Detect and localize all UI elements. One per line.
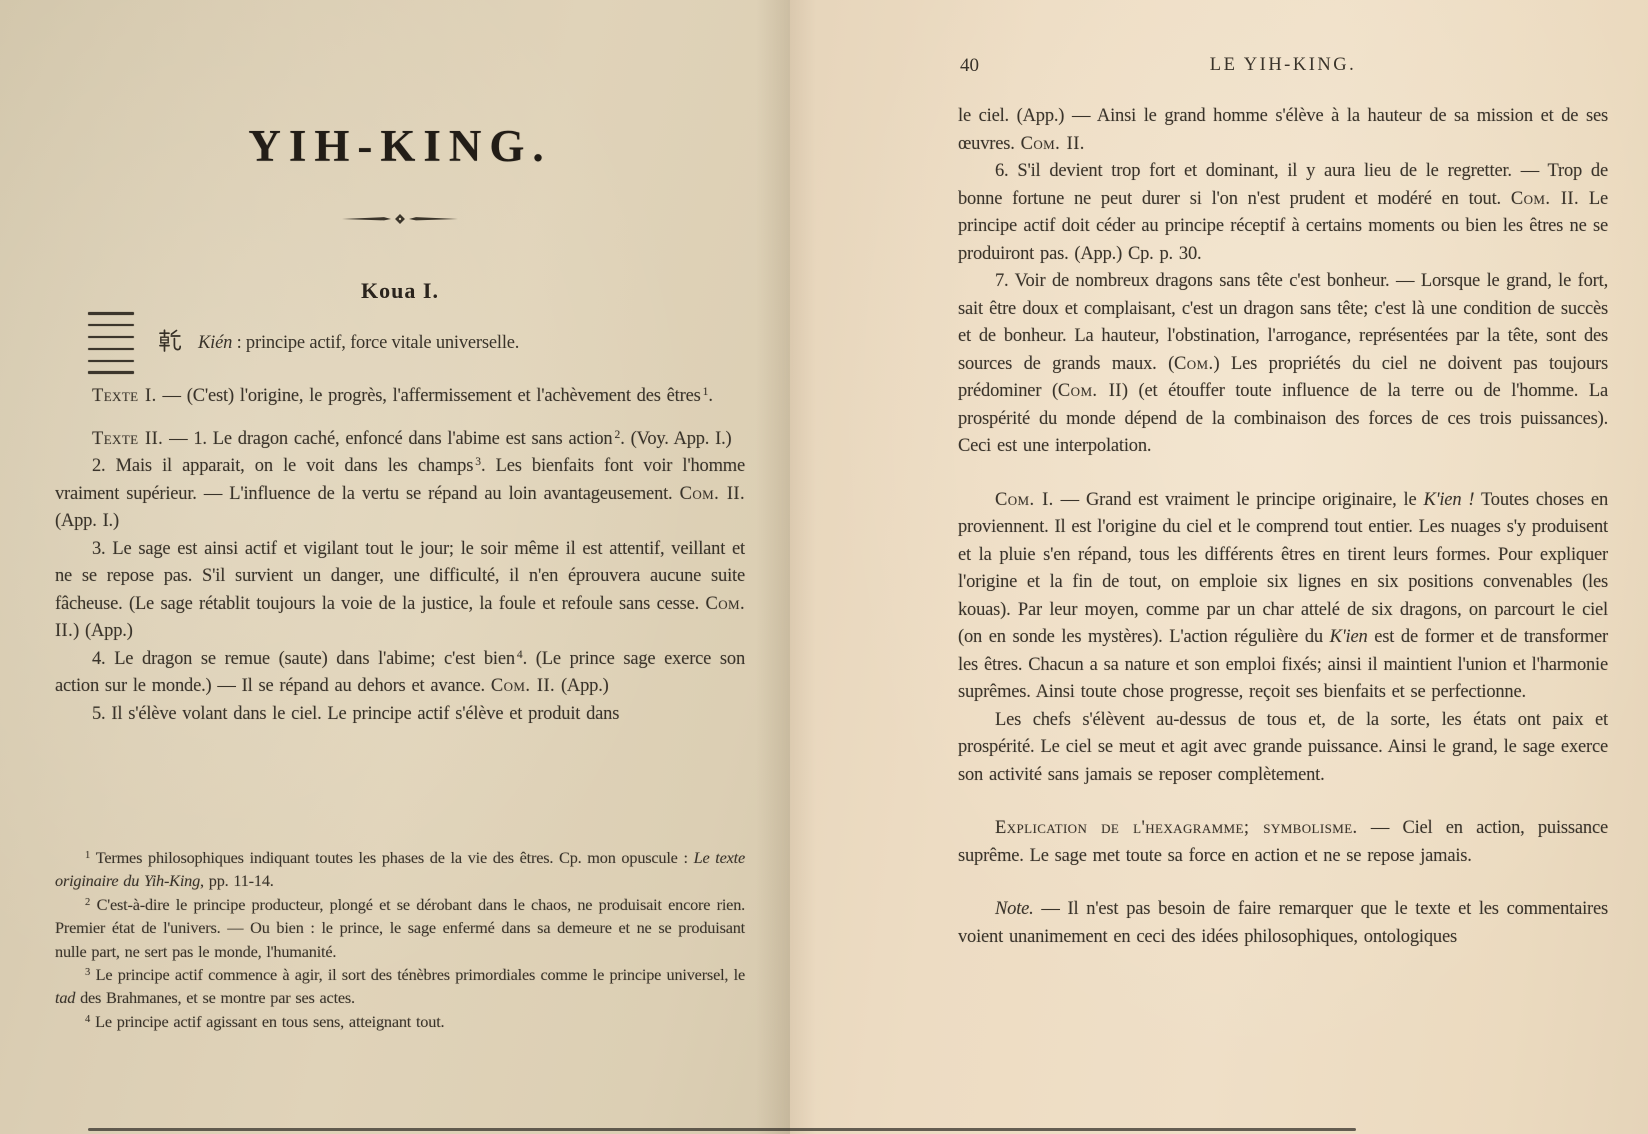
text-run: Note. [995, 899, 1034, 919]
text-run: Com. II. [55, 593, 745, 641]
footnote-ref: 4 [85, 1013, 91, 1025]
footnote-ref: 3 [85, 967, 91, 979]
text-run: Com. II. [1020, 133, 1085, 154]
text-run: 7. Voir de nombreux dragons sans tête c'est bonheur. — Lorsque le grand, le fort, sait être doux et complaisant, c'est un dragon sans tête; c'est là une condition de succès et de bonheur. La hauteur, l'obstination, l'arrogance, représentées par la tête, sont des sources de grands maux. ( [958, 271, 1608, 374]
paragraph [55, 1010, 745, 1033]
text-run: ) Les propriétés du ciel ne doivent pas toujours prédominer ( [958, 353, 1608, 401]
text-run: (App.) [555, 676, 609, 696]
paragraph [958, 707, 1608, 790]
text-run: 6. S'il devient trop fort et dominant, il y aura lieu de le regretter. — Trop de bonne fortune ne peut durer si l'on n'est prudent et modéré en tout. [958, 161, 1608, 209]
text-run: Toutes choses en proviennent. Il est l'origine du ciel et le comprend tout entier. Les nuages s'y produisent et la pluie s'en répand, tous les différents êtres en tirent leurs formes. Pour expliquer l'origine et la fin de tout, on emploie six lignes en six positions convenables (les kouas). Par leur moyen, comme par un char attelé de six dragons, on parcourt le ciel (on en sonde les mystères). L'action régulière du [958, 489, 1608, 647]
footnote-ref: 2 [85, 896, 91, 908]
footnote-ref: 3 [475, 456, 481, 468]
paragraph [55, 646, 745, 701]
hexagram-caption [198, 333, 519, 354]
hexagram-line [88, 324, 134, 327]
footnote-ref: 2 [614, 428, 621, 441]
hexagram-row [88, 312, 519, 374]
text-run: Com. II. [679, 483, 745, 504]
paragraph [55, 893, 745, 963]
text-run: — Ciel en action, puissance suprême. Le sage met toute sa force en action et ne se repose jamais. [958, 818, 1608, 866]
text-run: — (C'est) l'origine, le progrès, l'affermissement et l'achèvement des êtres [156, 386, 701, 406]
hexagram-line [88, 371, 134, 374]
text-run: Com. I. [995, 489, 1054, 510]
text-run: le ciel. (App.) — Ainsi le grand homme s'élève à la hauteur de sa mission et de ses œuvres. [958, 106, 1608, 154]
paragraph [55, 846, 745, 893]
paragraph [55, 453, 745, 536]
footnote-ref: 1 [85, 850, 91, 861]
running-title: LE YIH-KING. [1209, 55, 1357, 75]
text-run: Com. [1174, 353, 1214, 374]
right-page-body [958, 103, 1608, 951]
text-run: (App. I.) [55, 511, 119, 531]
text-run: 3. Le sage est ainsi actif et vigilant tout le jour; le soir même il est attentif, veillant et ne se repose pas. S'il survient un danger, une difficulté, il n'en éprouvera aucune suite fâcheuse. (Le sage rétablit toujours la voie de la justice, la foule et refoule sans cesse. [55, 538, 745, 614]
paragraph [55, 426, 745, 454]
text-run: K'ien [1329, 627, 1368, 647]
paragraph [55, 536, 745, 646]
paragraph [958, 815, 1608, 870]
text-run: Com. II [1057, 381, 1122, 401]
text-run: — Grand est vraiment le principe originaire, le [1053, 489, 1424, 510]
hexagram-line [88, 348, 134, 351]
paragraph [55, 963, 745, 1010]
paragraph [958, 487, 1608, 707]
paragraph [958, 158, 1608, 268]
footnote-ref: 4 [516, 648, 523, 661]
paragraph [958, 103, 1608, 158]
text-run: Termes philosophiques indiquant toutes les phases de la vie des êtres. Cp. mon opuscule : [90, 848, 694, 867]
scan-edge-shadow [88, 1128, 1356, 1131]
kien-character-icon [158, 329, 182, 358]
text-run: ) (et étouffer toute influence de la terre ou de l'homme. La prospérité du monde dépend de la combinaison des forces de ces trois puissances). Ceci est une interpolation. [958, 381, 1608, 456]
text-run: . Les bienfaits font voir l'homme vraiment supérieur. — L'influence de la vertu se répand au loin avantageusement. [55, 456, 745, 504]
text-run: 4. Le dragon se remue (saute) dans l'abime; c'est bien [92, 648, 515, 669]
left-page [0, 0, 790, 1134]
text-run: Le texte originaire du Yih-King [55, 848, 746, 891]
text-run: — 1. Le dragon caché, enfoncé dans l'abime est sans action [163, 428, 613, 449]
text-run: : principe actif, force vitale universelle. [232, 332, 520, 353]
left-page-body [55, 383, 745, 728]
page-number: 40 [960, 55, 979, 76]
ornamental-rule-icon [55, 212, 745, 230]
text-run: K'ien ! [1423, 489, 1475, 510]
text-run: tad [55, 988, 76, 1008]
hexagram-line [88, 312, 134, 315]
text-run: Le principe actif doit céder au principe réceptif à certains moments ou bien les êtres ne se produiront pas. (App.) Cp. p. 30. [958, 188, 1608, 264]
kien-hexagram-icon [88, 312, 134, 374]
text-run: . [708, 386, 713, 406]
footnote-ref: 1 [702, 386, 709, 398]
text-run: des Brahmanes, et se montre par ses actes. [75, 988, 355, 1008]
text-run: ) (App.) [73, 621, 133, 641]
text-run: Le principe actif commence à agir, il sort des ténèbres primordiales comme le principe universel, le [90, 965, 745, 985]
paragraph [958, 268, 1608, 461]
footnotes [55, 846, 745, 1033]
text-run: . (Le prince sage exerce son action sur le monde.) — Il se répand au dehors et avance. [55, 648, 745, 696]
text-run: Com. II. [490, 676, 556, 696]
text-run: 2. Mais il apparait, on le voit dans les champs [92, 456, 474, 476]
text-run: C'est-à-dire le principe producteur, plongé et se dérobant dans le chaos, ne produisait encore rien. Premier état de l'univers. — Ou bien : le prince, le sage enfermé dans sa demeure et ne se produisant nulle part, ne sert pas le monde, l'humanité. [55, 894, 745, 961]
text-run: Le principe actif agissant en tous sens, atteignant tout. [90, 1011, 445, 1031]
paragraph [55, 383, 745, 411]
text-run: , pp. 11-14. [200, 871, 274, 891]
text-run: . (Voy. App. I.) [620, 428, 732, 449]
paragraph [55, 701, 745, 729]
text-run: Texte I. [92, 386, 157, 406]
hexagram-line [88, 360, 134, 363]
page-title: YIH-KING. [248, 121, 552, 171]
text-run: est de former et de transformer les êtres. Chacun a sa nature et son emploi fixés; ainsi il maintient l'union et l'harmonie suprêmes. Ainsi toute chose progresse, reçoit ses bienfaits et se perfectionne. [958, 627, 1608, 702]
text-run: Les chefs s'élèvent au-dessus de tous et, de la sorte, les états ont paix et prospérité. Le ciel se meut et agit avec grande puissance. Ainsi le grand, le sage exerce son activité sans jamais se reposer complètement. [958, 709, 1608, 785]
text-run: Texte II. [92, 428, 164, 449]
text-run: Kién [198, 332, 233, 353]
right-page [790, 0, 1648, 1134]
hexagram-line [88, 336, 134, 339]
running-header [958, 55, 1608, 83]
text-run: — Il n'est pas besoin de faire remarquer que le texte et les commentaires voient unanimement en ceci des idées philosophiques, ontologiques [958, 899, 1608, 947]
section-heading: Koua I. [361, 278, 439, 303]
paragraph [958, 896, 1608, 951]
text-run: 5. Il s'élève volant dans le ciel. Le principe actif s'élève et produit dans [92, 703, 620, 724]
text-run: Com. II. [1510, 188, 1579, 209]
text-run: Explication de l'hexagramme; symbolisme. [995, 818, 1358, 838]
